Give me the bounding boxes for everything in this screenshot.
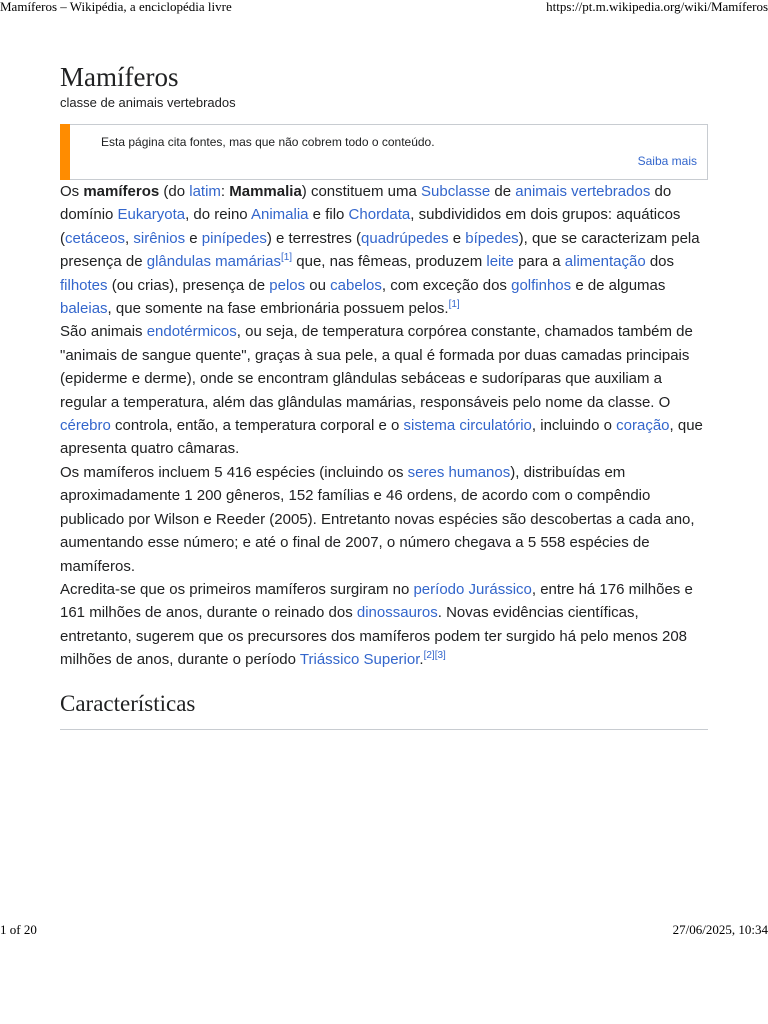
text-run: ou bbox=[305, 276, 331, 294]
text-run: de bbox=[490, 183, 516, 200]
reference-link[interactable]: [1] bbox=[448, 299, 460, 311]
wiki-link[interactable]: animais vertebrados bbox=[515, 183, 651, 200]
text-run: do domínio bbox=[60, 183, 672, 224]
text-run: dos bbox=[645, 253, 675, 271]
wiki-link[interactable]: quadrúpedes bbox=[361, 229, 449, 247]
page-subtitle: classe de animais vertebrados bbox=[60, 95, 236, 110]
wiki-link[interactable]: sirênios bbox=[133, 229, 186, 247]
notice-accent-bar bbox=[60, 124, 70, 180]
paragraph-1 bbox=[60, 180, 708, 320]
wiki-link[interactable]: filhotes bbox=[60, 276, 108, 294]
print-header bbox=[0, 0, 768, 15]
text-run: . bbox=[419, 651, 424, 669]
wiki-link[interactable]: golfinhos bbox=[511, 276, 572, 294]
text-run: (do bbox=[159, 183, 190, 200]
text-run: , incluindo o bbox=[531, 417, 617, 435]
text-run: , que somente na fase embrionária possuem pelos. bbox=[107, 300, 449, 318]
text-run: (ou crias), presença de bbox=[107, 276, 270, 294]
print-footer-page: 1 of 20 bbox=[0, 922, 37, 937]
paragraph-4 bbox=[60, 578, 708, 672]
wiki-link[interactable]: cérebro bbox=[60, 417, 111, 435]
wiki-link[interactable]: cabelos bbox=[330, 276, 382, 294]
text-run: , entre há 176 milhões e 161 milhões de anos, durante o reinado dos bbox=[60, 580, 693, 622]
wiki-link[interactable]: latim bbox=[189, 183, 221, 200]
text-run: ) constituem uma bbox=[301, 183, 422, 200]
wiki-link[interactable]: período Jurássico bbox=[413, 580, 532, 598]
text-run: : bbox=[220, 183, 230, 200]
text-run: São animais bbox=[60, 323, 147, 341]
print-footer bbox=[0, 922, 768, 938]
text-run: e de algumas bbox=[571, 276, 666, 294]
text-run: ), que se caracterizam pela presença de bbox=[60, 229, 700, 271]
wiki-link[interactable]: cetáceos bbox=[65, 229, 126, 247]
wiki-link[interactable]: Chordata bbox=[348, 206, 411, 224]
text-run: para a bbox=[513, 253, 565, 271]
text-run: Acredita-se que os primeiros mamíferos surgiram no bbox=[60, 580, 414, 598]
print-footer-datetime: 27/06/2025, 10:34 bbox=[672, 922, 768, 937]
wiki-link[interactable]: Eukaryota bbox=[117, 206, 186, 224]
text-run: Os mamíferos incluem 5 416 espécies (incluindo os bbox=[60, 463, 408, 481]
page-title: Mamíferos bbox=[60, 62, 179, 92]
section-heading-caracteristicas: Características bbox=[60, 689, 708, 730]
text-run: e filo bbox=[308, 206, 349, 224]
wiki-link[interactable]: leite bbox=[486, 253, 514, 271]
reference-link[interactable]: [2] bbox=[423, 650, 435, 662]
wiki-link[interactable]: Animalia bbox=[250, 206, 309, 224]
text-run: e bbox=[448, 229, 466, 247]
text-run: que, nas fêmeas, produzem bbox=[292, 253, 487, 271]
text-run: Os bbox=[60, 183, 84, 200]
wiki-link[interactable]: bípedes bbox=[465, 229, 519, 247]
text-run: ) e terrestres ( bbox=[266, 229, 362, 247]
wiki-link[interactable]: pelos bbox=[269, 276, 306, 294]
learn-more-link[interactable]: Saiba mais bbox=[637, 154, 697, 168]
wiki-link[interactable]: endotérmicos bbox=[146, 323, 237, 341]
text-run: ), distribuídas em aproximadamente 1 200 gêneros, 152 famílias e 46 ordens, de acordo com o compêndio publicado por Wilson e Reeder (2005). Entretanto novas espécies são descobertas a cada ano, aumentando esse número; e até o final de 2007, o número chegava a 5 558 espécies de mamíferos. bbox=[60, 463, 695, 575]
bold-term: Mammalia bbox=[229, 183, 302, 200]
wiki-link[interactable]: seres humanos bbox=[407, 463, 511, 481]
text-run: . Novas evidências científicas, entretanto, sugerem que os precursores dos mamíferos podem ter surgido há pelo menos 208 milhões de anos, durante o período bbox=[60, 604, 688, 669]
text-run: , ou seja, de temperatura corpórea constante, chamados também de "animais de sangue quente", graças à sua pele, a qual é formada por duas camadas principais (epiderme e derme), onde se encontram glândulas sebáceas e sudoríparas que auxiliam a regular a temperatura, além das glândulas mamárias, responsáveis pelo nome da classe. O bbox=[60, 323, 693, 411]
bold-term: mamíferos bbox=[83, 183, 160, 200]
notice-text: Esta página cita fontes, mas que não cobrem todo o conteúdo. bbox=[101, 135, 435, 149]
text-run: , subdivididos em dois grupos: aquáticos ( bbox=[60, 206, 681, 247]
wiki-link[interactable]: sistema circulatório bbox=[403, 417, 532, 435]
print-header-title: Mamíferos – Wikipédia, a enciclopédia livre bbox=[0, 0, 232, 14]
text-run: , com exceção dos bbox=[381, 276, 512, 294]
print-header-url: https://pt.m.wikipedia.org/wiki/Mamíferos bbox=[546, 0, 768, 14]
paragraph-3 bbox=[60, 461, 708, 578]
article-content bbox=[60, 60, 708, 730]
text-run: , do reino bbox=[185, 206, 251, 224]
reference-link[interactable]: [3] bbox=[434, 650, 446, 662]
wiki-link[interactable]: alimentação bbox=[564, 253, 646, 271]
wiki-link[interactable]: dinossauros bbox=[356, 604, 438, 622]
wiki-link[interactable]: Subclasse bbox=[421, 183, 491, 200]
wiki-link[interactable]: coração bbox=[616, 417, 670, 435]
wiki-link[interactable]: Triássico Superior bbox=[299, 651, 420, 669]
reference-link[interactable]: [1] bbox=[280, 252, 293, 264]
text-run: controla, então, a temperatura corporal e o bbox=[110, 417, 404, 435]
text-run: e bbox=[185, 229, 202, 247]
text-run: , bbox=[125, 229, 134, 247]
wiki-link[interactable]: pinípedes bbox=[201, 229, 267, 247]
text-run: , que apresenta quatro câmaras. bbox=[60, 417, 703, 458]
wiki-link[interactable]: baleias bbox=[60, 300, 108, 318]
wiki-link[interactable]: glândulas mamárias bbox=[146, 253, 281, 271]
citation-notice-box bbox=[60, 124, 708, 180]
paragraph-2 bbox=[60, 320, 708, 460]
